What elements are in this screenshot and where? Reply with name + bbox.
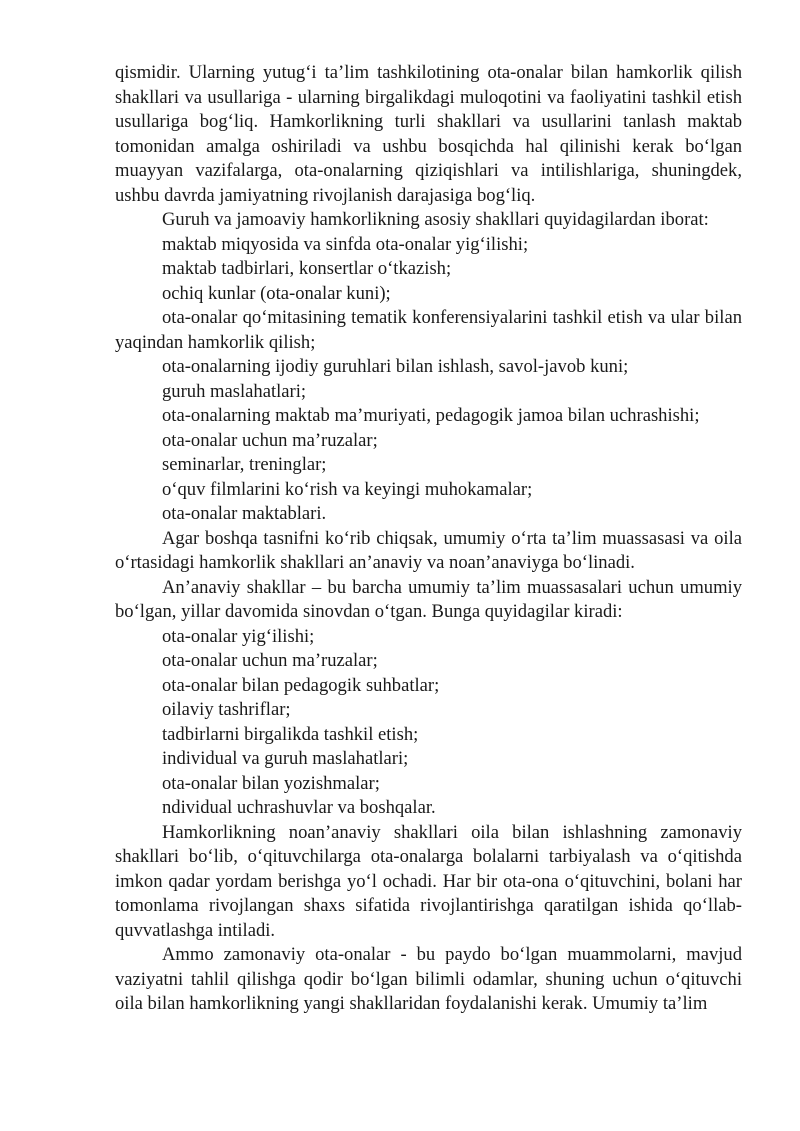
list-item: ota-onalar qo‘mitasining tematik konferensiyalarini tashkil etish va ular bilan yaqindan hamkorlik qilish;: [115, 307, 742, 353]
list-item: individual va guruh maslahatlari;: [162, 748, 409, 769]
paragraph-continuation: qismidir. Ularning yutug‘i ta’lim tashkilotining ota-onalar bilan hamkorlik qilish shakllari va usullariga - ularning birgalikdagi muloqotini va faoliyatini tashkil etish usullariga bog‘liq. Hamkorlikning turli shakllari va usullarini tanlash maktab tomonidan amalga oshiriladi va ushbu bosqichda hal qilinishi kerak bo‘lgan muayyan vazifalarga, ota-onalarning qiziqishlari va intilishlariga, shuningdek, ushbu davrda jamiyatning rivojlanish darajasiga bog‘liq.: [115, 62, 742, 206]
paragraph-nontraditional-forms: Hamkorlikning noan’anaviy shakllari oila bilan ishlashning zamonaviy shakllari bo‘lib, o‘qituvchilarga ota-onalarga bolalarni tarbiyalash va o‘qitishda imkon qadar yordam berishga yo‘l ochadi. Har bir ota-ona o‘qituvchini, bolani har tomonlama rivojlangan shaxs sifatida rivojlantirishga qaratilgan ishida qo‘llab-quvvatlashga intiladi.: [115, 821, 742, 941]
list-item: tadbirlarni birgalikda tashkil etish;: [162, 723, 419, 745]
list-item: ota-onalar maktablari.: [162, 503, 327, 524]
list-item: ota-onalar bilan pedagogik suhbatlar;: [162, 674, 440, 696]
document-page: [115, 61, 742, 1017]
list-item: ota-onalar uchun ma’ruzalar;: [162, 650, 378, 671]
list-item: ndividual uchrashuvlar va boshqalar.: [162, 797, 436, 818]
list-item: ota-onalar uchun ma’ruzalar;: [162, 429, 378, 451]
list-item: oilaviy tashriflar;: [162, 699, 291, 720]
list-item: ota-onalar yig‘ilishi;: [162, 625, 315, 647]
list-item: guruh maslahatlari;: [162, 380, 307, 402]
list-item: ota-onalarning maktab ma’muriyati, pedagogik jamoa bilan uchrashishi;: [162, 405, 700, 426]
list-item: seminarlar, treninglar;: [162, 454, 327, 475]
paragraph-modern-parents: Ammo zamonaviy ota-onalar - bu paydo bo‘lgan muammolarni, mavjud vaziyatni tahlil qilishga qodir bo‘lgan bilimli odamlar, shuning uchun o‘qituvchi oila bilan hamkorlikning yangi shakllaridan foydalanishi kerak. Umumiy ta’lim: [115, 944, 742, 1014]
list-item: ochiq kunlar (ota-onalar kuni);: [162, 282, 391, 304]
list-item: o‘quv filmlarini ko‘rish va keyingi muhokamalar;: [162, 478, 533, 500]
list-item: maktab tadbirlari, konsertlar o‘tkazish;: [162, 258, 452, 279]
group-forms-list: [115, 233, 742, 527]
list-item: ota-onalarning ijodiy guruhlari bilan ishlash, savol-javob kuni;: [162, 356, 629, 377]
paragraph-traditional-forms: An’anaviy shakllar – bu barcha umumiy ta’lim muassasalari uchun umumiy bo‘lgan, yillar davomida sinovdan o‘tgan. Bunga quyidagilar kiradi:: [115, 576, 742, 622]
list-item: maktab miqyosida va sinfda ota-onalar yig‘ilishi;: [162, 233, 529, 255]
paragraph-classification: Agar boshqa tasnifni ko‘rib chiqsak, umumiy o‘rta ta’lim muassasasi va oila o‘rtasidagi hamkorlik shakllari an’anaviy va noan’anaviyga bo‘linadi.: [115, 527, 742, 573]
paragraph-group-forms-intro: Guruh va jamoaviy hamkorlikning asosiy shakllari quyidagilardan iborat:: [162, 209, 709, 230]
list-item: ota-onalar bilan yozishmalar;: [162, 772, 380, 794]
traditional-forms-list: [115, 625, 742, 821]
